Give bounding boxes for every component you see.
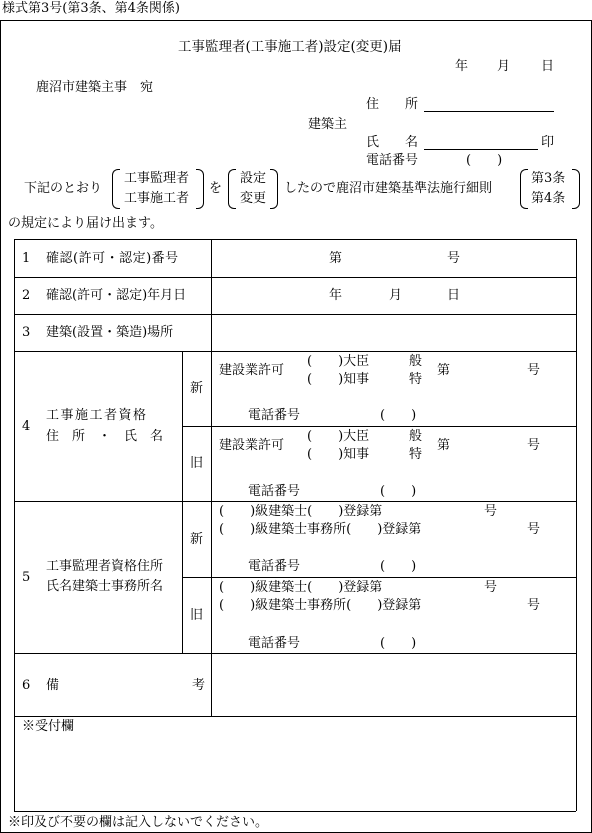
row4-old-dai: 第 [437,438,451,453]
row5-old-phone-paren[interactable]: ( ) [380,636,417,651]
row6-number: 6 [22,678,31,693]
owner-phone-label: 電話番号 [366,153,419,168]
row4-new-dai: 第 [437,363,451,378]
bracket-right [572,169,580,209]
statement-middle: したので鹿沼市建築基準法施行細則 [284,181,493,196]
bracket-right [196,169,204,209]
option-supervisor[interactable]: 工事監理者 [124,171,190,186]
date-day-label: 日 [541,59,555,74]
row5-new-phone-paren[interactable]: ( ) [380,559,417,574]
row5-label1: 工事監理者資格住所 [46,559,164,574]
row6-label-a: 備 [46,678,60,693]
row4-old-phone-paren[interactable]: ( ) [380,484,417,499]
row2-year[interactable]: 年 [329,288,343,303]
reception-label: ※受付欄 [22,719,75,734]
option-constructor[interactable]: 工事施工者 [124,191,190,206]
row4-new-special[interactable]: 特 [409,372,423,387]
owner-name-label: 氏 名 [366,135,419,150]
row4-old-permit: 建設業許可 [219,438,285,453]
row4-new-go: 号 [527,363,541,378]
row4-old-minister[interactable]: ( )大臣 [307,429,370,444]
row4-old: 旧 [190,456,204,471]
option-article4[interactable]: 第4条 [531,191,566,206]
row4-new-phone-paren[interactable]: ( ) [380,408,417,423]
row1-number: 1 [22,251,31,266]
owner-label: 建築主 [308,117,348,132]
row4-label1: 工事施工者資格 [46,408,148,423]
option-article3[interactable]: 第3条 [531,171,566,186]
row1-go[interactable]: 号 [447,251,461,266]
row5-new-office-go: 号 [527,522,541,537]
bracket-left [520,169,528,209]
row5-new-office[interactable]: ( )級建築士事務所( )登録第 [219,522,422,537]
row4-old-general[interactable]: 般 [409,429,423,444]
row5-old: 旧 [190,608,204,623]
owner-address-field[interactable] [424,111,554,112]
date-year-label: 年 [455,59,469,74]
row5-number: 5 [22,570,31,585]
row2-label: 確認(許可・認定)年月日 [46,288,187,303]
row4-old-governor[interactable]: ( )知事 [307,447,370,462]
form-title: 工事監理者(工事施工者)設定(変更)届 [178,39,402,55]
row5-new-architect[interactable]: ( )級建築士( )登録第 [219,504,383,519]
statement-prefix: 下記のとおり [24,181,103,196]
owner-name-field[interactable] [424,149,538,150]
row4-old-phone: 電話番号 [248,484,301,499]
row5-old-architect[interactable]: ( )級建築士( )登録第 [219,580,383,595]
row1-dai[interactable]: 第 [329,251,343,266]
bracket-left [228,169,236,209]
form-number: 様式第3号(第3条、第4条関係) [2,1,180,16]
owner-address-label: 住 所 [366,97,419,112]
row2-month[interactable]: 月 [389,288,403,303]
row4-old-go: 号 [527,438,541,453]
row6-label-b: 考 [192,678,206,693]
statement-suffix: の規定により届け出ます。 [8,216,163,231]
row5-new: 新 [190,532,204,547]
option-setting[interactable]: 設定 [240,171,267,186]
footer-note: ※印及び不要の欄は記入しないでください。 [8,815,269,830]
date-month-label: 月 [497,59,511,74]
row3-input[interactable] [215,320,571,346]
option-change[interactable]: 変更 [240,191,267,206]
bracket-right [270,169,278,209]
remarks-input[interactable] [215,658,571,712]
row4-number: 4 [22,419,31,434]
row4-new-phone: 電話番号 [248,408,301,423]
row4-new-governor[interactable]: ( )知事 [307,372,370,387]
row5-old-architect-go: 号 [484,580,498,595]
row3-label: 建築(設置・築造)場所 [46,325,174,340]
seal-mark: 印 [541,135,555,150]
row5-new-phone: 電話番号 [248,559,301,574]
row4-new-permit: 建設業許可 [219,363,285,378]
row5-label2: 氏名建築士事務所名 [46,579,164,594]
row3-number: 3 [22,325,31,340]
row4-label2: 住 所 ・ 氏 名 [46,429,164,444]
row5-new-architect-go: 号 [484,504,498,519]
row4-old-special[interactable]: 特 [409,447,423,462]
row1-label: 確認(許可・認定)番号 [46,251,179,266]
owner-phone-paren[interactable]: ( ) [466,153,503,168]
row4-new: 新 [190,381,204,396]
row4-new-general[interactable]: 般 [409,354,423,369]
row2-day[interactable]: 日 [447,288,461,303]
statement-particle: を [209,181,223,196]
row5-old-office[interactable]: ( )級建築士事務所( )登録第 [219,598,422,613]
bracket-left [112,169,120,209]
row5-old-phone: 電話番号 [248,636,301,651]
row4-new-minister[interactable]: ( )大臣 [307,354,370,369]
row5-old-office-go: 号 [527,598,541,613]
addressee: 鹿沼市建築主事 宛 [36,80,154,95]
row2-number: 2 [22,288,31,303]
